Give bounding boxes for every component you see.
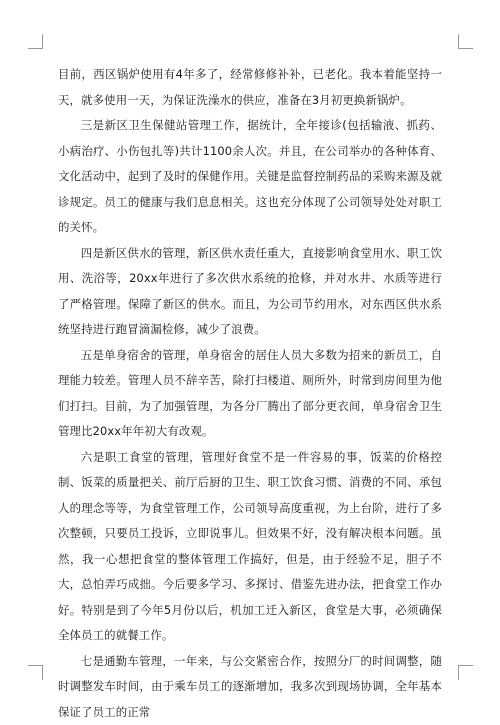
document-body <box>58 62 442 725</box>
paragraph-clinic: 三是新区卫生保健站管理工作，据统计，全年接诊(包括输液、抓药、小病治疗、小伤包扎等)共计1100余人次。并且，在公司举办的各种体育、文化活动中，起到了及时的保健作用。关键是监督控制药品的采购来源及就诊规定。员工的健康与我们息息相关。这也充分体现了公司领导处处对职工的关怀。 <box>58 113 442 241</box>
paragraph-shuttle-bus: 七是通勤车管理，一年来，与公交紧密合作，按照分厂的时间调整，随时调整发车时间，由于乘车员工的逐渐增加，我多次到现场协调，全年基本保证了员工的正常 <box>58 649 442 725</box>
paragraph-canteen: 六是职工食堂的管理，管理好食堂不是一件容易的事，饭菜的价格控制、饭菜的质量把关、前厅后厨的卫生、职工饮食习惯、消费的不同、承包人的理念等等，为食堂管理工作，公司领导高度重视，为上台阶，进行了多次整顿，只要员工投诉，立即说事儿。但效果不好，没有解决根本问题。虽然，我一心想把食堂的整体管理工作搞好，但是，由于经验不足，胆子不大，总怕弄巧成拙。今后要多学习、多探讨、借鉴先进办法，把食堂工作办好。特别是到了今年5月份以后，机加工迁入新区，食堂是大事，必须确保全体员工的就餐工作。 <box>58 445 442 649</box>
paragraph-boiler: 目前，西区锅炉使用有4年多了，经常修修补补，已老化。我本着能坚持一天，就多使用一天，为保证洗澡水的供应，准备在3月初更换新锅炉。 <box>58 62 442 113</box>
crop-mark-bottom-left <box>28 665 43 680</box>
crop-mark-top-left <box>28 34 43 49</box>
crop-mark-bottom-right <box>458 665 473 680</box>
paragraph-dormitory: 五是单身宿舍的管理，单身宿舍的居住人员大多数为招来的新员工，自理能力较差。管理人员不辞辛苦，除打扫楼道、厕所外，时常到房间里为他们打扫。目前，为了加强管理，为各分厂腾出了部分更衣间，单身宿舍卫生管理比20xx年年初大有改观。 <box>58 343 442 445</box>
crop-mark-top-right <box>458 34 473 49</box>
paragraph-water-supply: 四是新区供水的管理，新区供水责任重大，直接影响食堂用水、职工饮用、洗浴等，20xx年进行了多次供水系统的抢修，并对水井、水质等进行了严格管理。保障了新区的供水。而且，为公司节约用水，对东西区供水系统坚持进行跑冒滴漏检修，减少了浪费。 <box>58 241 442 343</box>
